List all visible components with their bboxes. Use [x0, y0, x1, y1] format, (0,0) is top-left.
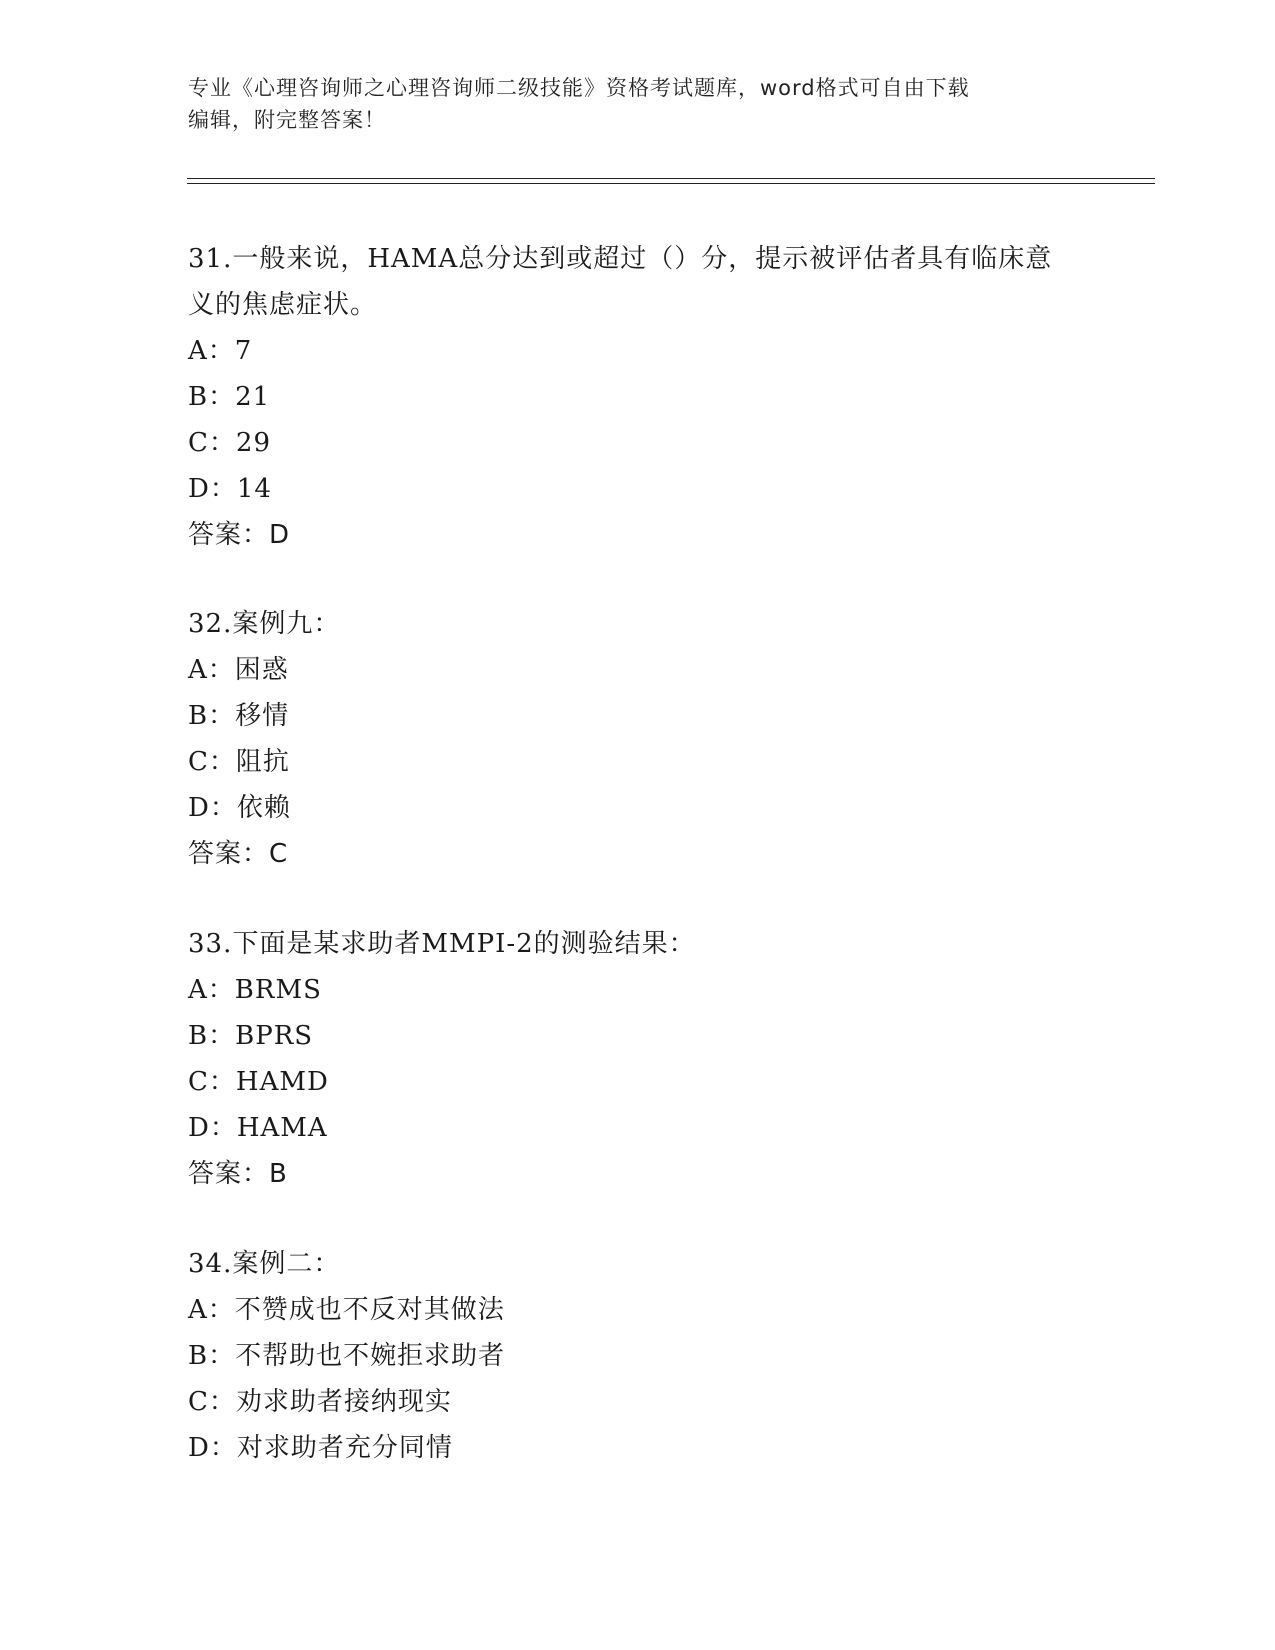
- option-c: [188, 1379, 1088, 1425]
- option-key: C：: [188, 1387, 236, 1417]
- option-c: [188, 1059, 1088, 1105]
- answer-line: 答案：C: [188, 839, 289, 869]
- header-divider-top: [187, 178, 1155, 179]
- option-text: 7: [234, 336, 253, 366]
- question-34: [188, 1241, 1088, 1471]
- option-key: B：: [188, 1021, 236, 1051]
- option-a: [188, 967, 1088, 1013]
- option-key: A：: [188, 655, 235, 685]
- option-key: D：: [188, 1113, 237, 1143]
- option-text: HAMD: [235, 1067, 329, 1097]
- option-key: D：: [188, 1433, 237, 1463]
- option-text: BPRS: [235, 1021, 314, 1051]
- question-stem: 32.案例九：: [188, 609, 341, 639]
- option-key: D：: [188, 793, 237, 823]
- option-d: [188, 466, 1088, 512]
- option-text: 不赞成也不反对其做法: [234, 1295, 505, 1325]
- header-divider-bottom: [187, 183, 1155, 184]
- header-line-1: 专业《心理咨询师之心理咨询师二级技能》资格考试题库，word格式可自由下载: [188, 76, 970, 100]
- header-line-2: 编辑，附完整答案！: [188, 108, 386, 132]
- option-key: A：: [188, 1295, 235, 1325]
- question-31: [188, 236, 1088, 558]
- option-c: [188, 739, 1088, 785]
- option-key: B：: [188, 1341, 236, 1371]
- option-b: [188, 1333, 1088, 1379]
- option-key: C：: [188, 747, 236, 777]
- option-text: 不帮助也不婉拒求助者: [235, 1341, 506, 1371]
- option-a: [188, 647, 1088, 693]
- question-stem: 34.案例二：: [188, 1249, 341, 1279]
- option-key: A：: [188, 975, 235, 1005]
- option-text: 移情: [235, 701, 290, 731]
- option-key: C：: [188, 1067, 236, 1097]
- option-b: [188, 693, 1088, 739]
- option-text: 劝求助者接纳现实: [235, 1387, 452, 1417]
- option-text: 困惑: [234, 655, 289, 685]
- question-33: [188, 921, 1088, 1197]
- option-key: B：: [188, 701, 236, 731]
- option-key: D：: [188, 474, 237, 504]
- option-d: [188, 785, 1088, 831]
- document-header: [188, 72, 1068, 136]
- question-32: [188, 601, 1088, 877]
- option-key: B：: [188, 382, 236, 412]
- option-b: [188, 1013, 1088, 1059]
- option-text: BRMS: [234, 975, 322, 1005]
- option-text: 14: [236, 474, 272, 504]
- option-d: [188, 1425, 1088, 1471]
- option-c: [188, 420, 1088, 466]
- option-text: 依赖: [236, 793, 291, 823]
- option-d: [188, 1105, 1088, 1151]
- option-a: [188, 328, 1088, 374]
- option-a: [188, 1287, 1088, 1333]
- option-text: HAMA: [236, 1113, 328, 1143]
- option-key: C：: [188, 428, 236, 458]
- question-stem: 33.下面是某求助者MMPI-2的测验结果：: [188, 929, 696, 959]
- answer-line: 答案：B: [188, 1159, 288, 1189]
- option-text: 29: [235, 428, 271, 458]
- option-b: [188, 374, 1088, 420]
- option-key: A：: [188, 336, 235, 366]
- option-text: 21: [235, 382, 271, 412]
- question-stem: 31.一般来说，HAMA总分达到或超过（）分，提示被评估者具有临床意: [188, 244, 1053, 274]
- option-text: 对求助者充分同情: [236, 1433, 453, 1463]
- question-stem-continued: 义的焦虑症状。: [188, 290, 378, 320]
- option-text: 阻抗: [235, 747, 290, 777]
- answer-line: 答案：D: [188, 520, 291, 550]
